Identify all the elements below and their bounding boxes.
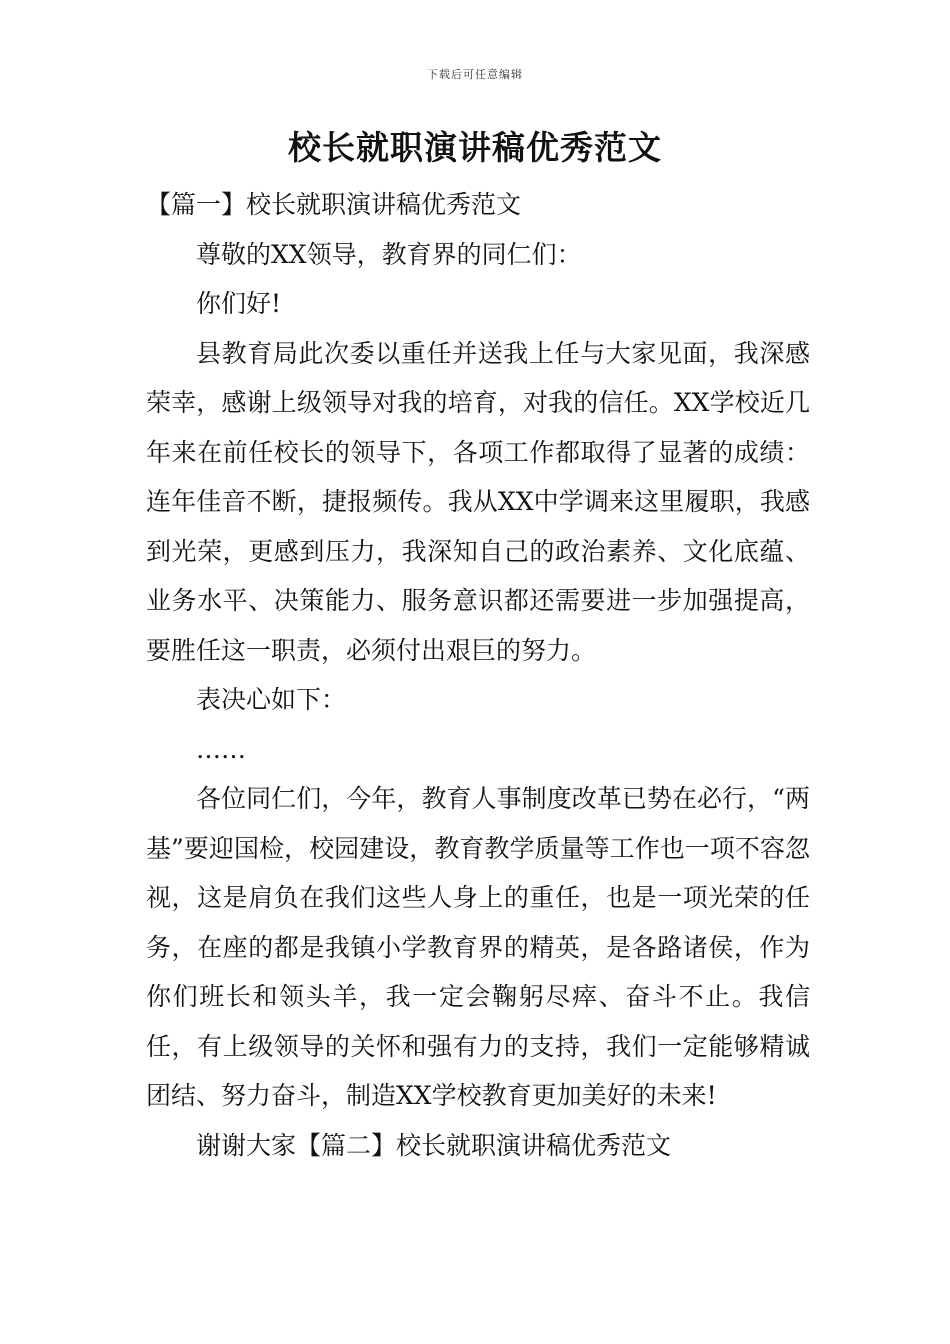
- greeting: 你们好!: [196, 289, 282, 318]
- closing-line: 谢谢大家【篇二】校长就职演讲稿优秀范文: [196, 1130, 672, 1160]
- header-note: 下载后可任意编辑: [427, 68, 523, 81]
- ellipsis: ……: [196, 734, 246, 764]
- document-body: [146, 180, 810, 1170]
- paragraph-2: 各位同仁们，今年，教育人事制度改革已势在必行，“两基”要迎国检，校园建设，教育教学质量等工作也一项不容忽视，这是肩负在我们这些人身上的重任，也是一项光荣的任务，在座的都是我镇小学教育界的精英，是各路诸侯，作为你们班长和领头羊，我一定会鞠躬尽瘁、奋斗不止。我信任，有上级领导的关怀和强有力的支持，我们一定能够精诚团结、努力奋斗，制造XX学校教育更加美好的未来!: [146, 784, 810, 1110]
- paragraph-1: 县教育局此次委以重任并送我上任与大家见面，我深感荣幸，感谢上级领导对我的培育，对我的信任。XX学校近几年来在前任校长的领导下，各项工作都取得了显著的成绩：连年佳音不断，捷报频传。我从XX中学调来这里履职，我感到光荣，更感到压力，我深知自己的政治素养、文化底蕴、业务水平、决策能力、服务意识都还需要进一步加强提高，要胜任这一职责，必须付出艰巨的努力。: [146, 338, 810, 665]
- section-heading: 【篇一】校长就职演讲稿优秀范文: [146, 190, 522, 219]
- resolve-intro: 表决心如下：: [196, 685, 347, 714]
- salutation: 尊敬的XX领导，教育界的同仁们：: [196, 239, 582, 269]
- document-title: 校长就职演讲稿优秀范文: [288, 128, 662, 167]
